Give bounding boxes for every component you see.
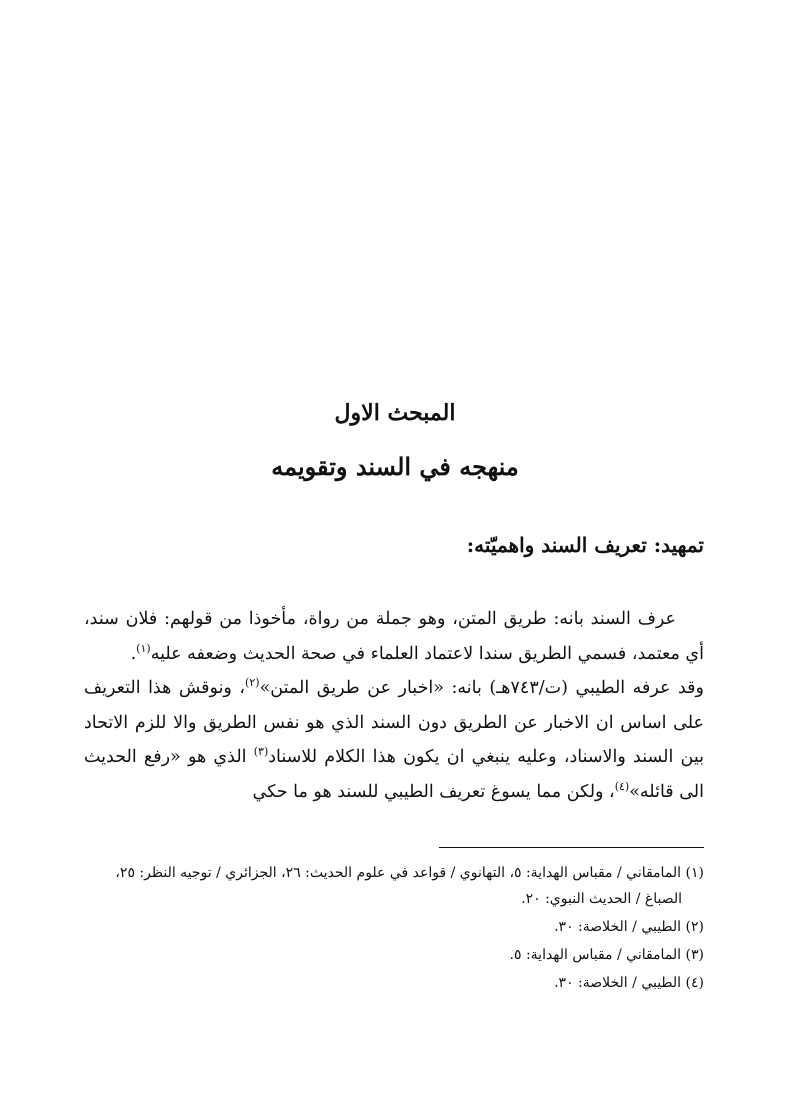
paragraph-2-text-b: ، ونوقش هذا التعريف على اساس ان الاخبار عن الطريق دون السند الذي هو نفس الطريق والا للزم الاتحاد بين السند والاسناد، وعليه ينبغي ان يكون هذا الكلام للاسناد	[84, 678, 704, 767]
footnote-text: الطيبي / الخلاصة: ٣٠.	[554, 975, 682, 991]
paragraph-1-end: .	[130, 643, 137, 664]
footnote-text: الطيبي / الخلاصة: ٣٠.	[554, 919, 682, 935]
footnote-number: (٣)	[685, 947, 704, 963]
paragraph-1-text: عرف السند بانه: طريق المتن، وهو جملة من رواة، مأخوذا من قولهم: فلان سند، أي معتمد، فسمي الطريق سندا لاعتماد العلماء في صحة الحديث وضعفه عليه	[84, 609, 704, 664]
body-text	[84, 602, 704, 809]
footnote-ref-1[interactable]: (١)	[136, 641, 151, 655]
paragraph-2-text-a: وقد عرفه الطيبي (ت/٧٤٣هـ) بانه: «اخبار عن طريق المتن»	[259, 678, 704, 698]
footnote-number: (٤)	[685, 975, 704, 991]
footnote-item	[84, 970, 704, 996]
chapter-subtitle: منهجه في السند وتقويمه	[271, 452, 519, 481]
footnote-ref-3[interactable]: (٣)	[253, 745, 269, 759]
footnote-number: (٢)	[685, 919, 704, 935]
footnote-item	[84, 860, 704, 912]
section-heading: تمهيد: تعريف السند واهميّته:	[466, 533, 704, 557]
paragraph-1	[84, 602, 704, 671]
paragraph-2-text-c: الذي هو «رفع الحديث الى قائله»	[84, 747, 704, 802]
footnote-ref-4[interactable]: (٤)	[614, 779, 630, 793]
footnote-item	[84, 942, 704, 968]
paragraph-2-text-d: ، ولكن مما يسوغ تعريف الطيبي للسند هو ما حكي	[252, 781, 615, 802]
footnote-divider	[439, 847, 704, 848]
chapter-title: المبحث الاول	[334, 400, 456, 426]
footnote-item	[84, 914, 704, 940]
footnote-ref-2[interactable]: (٢)	[245, 676, 260, 690]
paragraph-2	[84, 671, 704, 809]
footnotes-list	[84, 860, 704, 998]
footnote-text: المامقاني / مقباس الهداية: ٥، التهانوي / قواعد في علوم الحديث: ٢٦، الجزائري / توجيه النظر: ٢٥،	[115, 865, 682, 881]
footnote-number: (١)	[685, 865, 704, 881]
footnote-continuation: الصباغ / الحديث النبوي: ٢٠.	[521, 891, 682, 907]
footnote-text: المامقاني / مقباس الهداية: ٥.	[509, 947, 682, 963]
